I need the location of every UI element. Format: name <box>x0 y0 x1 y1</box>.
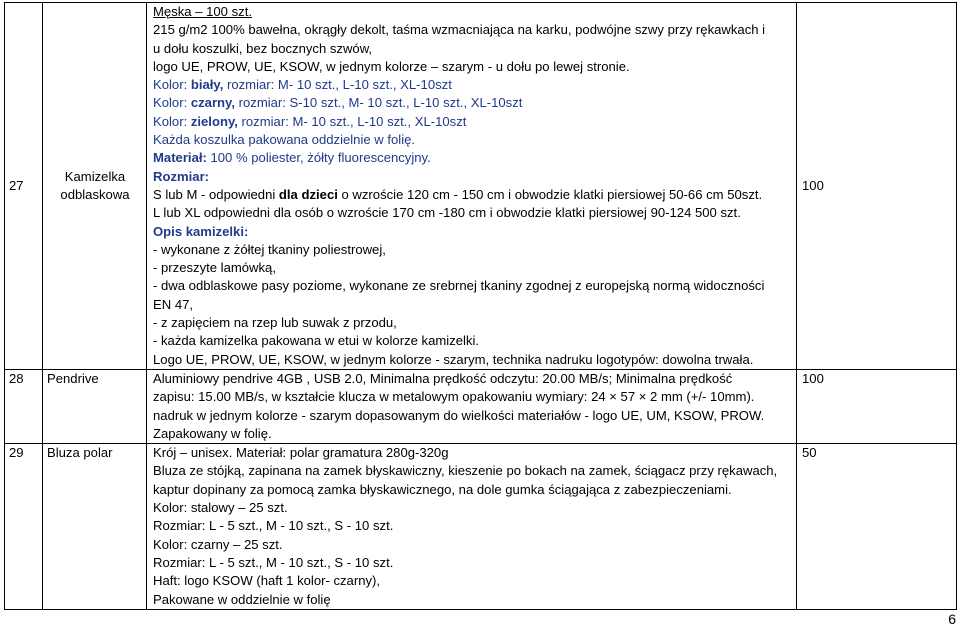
item-quantity: 100 <box>802 177 824 193</box>
description-text: zielony, <box>190 113 238 129</box>
description-line <box>153 407 793 425</box>
description-text: 100 % poliester, żółty fluorescencyjny. <box>210 150 431 166</box>
description-line <box>153 94 793 112</box>
item-name: Bluza polar <box>47 445 113 461</box>
description-text: Logo UE, PROW, UE, KSOW, w jednym kolorze - szarym, technika nadruku logotypów: dowolna trwała. <box>153 351 754 367</box>
description-text: rozmiar: M- 10 szt., L-10 szt., XL-10szt <box>223 77 452 93</box>
description-text: rozmiar: S-10 szt., M- 10 szt., L-10 szt., XL-10szt <box>235 95 523 111</box>
description-line <box>153 21 793 39</box>
description-text: czarny, <box>190 95 235 111</box>
description-line <box>153 425 793 443</box>
description-text: L lub XL odpowiedni dla osób o wzroście 170 cm -180 cm i obwodzie klatki piersiowej 90-124 500 szt. <box>153 205 741 221</box>
item-description-cell <box>147 369 797 443</box>
description-text: Każda koszulka pakowana oddzielnie w folię. <box>153 132 416 148</box>
item-description-cell <box>147 444 797 610</box>
item-number-cell <box>5 444 43 610</box>
item-quantity-cell <box>797 444 957 610</box>
description-text: Haft: logo KSOW (haft 1 kolor- czarny), <box>153 573 381 589</box>
description-line <box>153 499 793 517</box>
table-row <box>5 369 957 443</box>
table-row <box>5 444 957 610</box>
description-line <box>153 223 793 241</box>
description-text: Krój – unisex. Materiał: polar gramatura 280g-320g <box>153 445 449 461</box>
description-text: biały, <box>190 77 224 93</box>
description-text: Materiał: <box>153 150 211 166</box>
description-text: rozmiar: M- 10 szt., L-10 szt., XL-10szt <box>237 113 467 129</box>
description-text: Kolor: stalowy – 25 szt. <box>153 500 288 516</box>
description-text: Aluminiowy pendrive 4GB , USB 2.0, Minimalna prędkość odczytu: 20.00 MB/s; Minimalna prędkość <box>153 370 733 386</box>
description-line <box>153 131 793 149</box>
item-quantity-cell <box>797 3 957 370</box>
item-name-cell <box>43 3 147 370</box>
description-text: - dwa odblaskowe pasy poziome, wykonane ze srebrnej tkaniny zgodnej z europejską normą widoczności <box>153 278 765 294</box>
description-text: Kolor: <box>153 77 191 93</box>
description-text: - każda kamizelka pakowana w etui w kolorze kamizelki. <box>153 333 480 349</box>
description-line <box>153 332 793 350</box>
description-line <box>153 554 793 572</box>
description-text: 215 g/m2 100% bawełna, okrągły dekolt, taśma wzmacniająca na karku, podwójne szwy przy rękawkach i <box>153 22 766 38</box>
description-line <box>153 40 793 58</box>
description-text: - wykonane z żółtej tkaniny poliestrowej, <box>153 241 386 257</box>
item-name-cell <box>43 369 147 443</box>
description-line <box>153 277 793 295</box>
description-text: dla dzieci <box>278 186 338 202</box>
item-name-cell <box>43 444 147 610</box>
description-line <box>153 370 793 388</box>
description-text: Rozmiar: L - 5 szt., M - 10 szt., S - 10 szt. <box>153 518 394 534</box>
description-line <box>153 204 793 222</box>
table-body <box>5 3 957 610</box>
page-number: 6 <box>948 611 956 627</box>
description-line <box>153 296 793 314</box>
description-line <box>153 481 793 499</box>
description-line <box>153 149 793 167</box>
description-text: Kolor: czarny – 25 szt. <box>153 536 283 552</box>
description-line <box>153 58 793 76</box>
description-text: Rozmiar: <box>153 168 210 184</box>
order-spec-table <box>4 2 957 610</box>
item-name: Kamizelka odblaskowa <box>60 168 130 202</box>
description-text: Opis kamizelki: <box>153 223 249 239</box>
description-line <box>153 168 793 186</box>
description-line <box>153 259 793 277</box>
description-text: Bluza ze stójką, zapinana na zamek błyskawiczny, kieszenie po bokach na zamek, ściągacz przy rękawach, <box>153 463 778 479</box>
item-quantity: 100 <box>802 370 824 386</box>
description-line <box>153 3 793 21</box>
description-text: kaptur dopinany za pomocą zamka błyskawicznego, na dole gumka ściągająca z zabezpieczeniami. <box>153 481 732 497</box>
description-text: - z zapięciem na rzep lub suwak z przodu, <box>153 315 397 331</box>
description-line <box>153 351 793 369</box>
description-line <box>153 517 793 535</box>
item-description-cell <box>147 149 797 369</box>
description-line <box>153 186 793 204</box>
description-line <box>153 444 793 462</box>
item-name: Pendrive <box>47 370 99 386</box>
item-number: 29 <box>9 445 24 461</box>
table-row <box>5 3 957 150</box>
description-text: Kolor: <box>153 113 191 129</box>
description-text: logo UE, PROW, UE, KSOW, w jednym kolorze – szarym - u dołu po lewej stronie. <box>153 58 630 74</box>
item-description-cell <box>147 3 797 150</box>
description-text: Męska – 100 szt. <box>153 4 252 19</box>
description-text: zapisu: 15.00 MB/s, w kształcie klucza w metalowym opakowaniu wymiary: 24 × 57 × 2 mm (+/- 10mm). <box>153 389 755 405</box>
item-quantity: 50 <box>802 445 817 461</box>
description-text: o wzroście 120 cm - 150 cm i obwodzie klatki piersiowej 50-66 cm 50szt. <box>337 186 763 202</box>
item-number: 28 <box>9 370 24 386</box>
description-line <box>153 241 793 259</box>
item-number: 27 <box>9 177 24 193</box>
description-line <box>153 591 793 609</box>
description-text: S lub M - odpowiedni <box>153 186 279 202</box>
description-text: - przeszyte lamówką, <box>153 260 276 276</box>
description-text: Zapakowany w folię. <box>153 425 272 441</box>
item-number-cell <box>5 369 43 443</box>
description-text: Pakowane w oddzielnie w folię <box>153 591 331 607</box>
description-text: Rozmiar: L - 5 szt., M - 10 szt., S - 10 szt. <box>153 554 394 570</box>
description-line <box>153 314 793 332</box>
description-text: EN 47, <box>153 296 194 312</box>
description-line <box>153 113 793 131</box>
description-line <box>153 536 793 554</box>
description-line <box>153 462 793 480</box>
item-number-cell <box>5 3 43 370</box>
description-text: u dołu koszulki, bez bocznych szwów, <box>153 40 373 56</box>
description-line <box>153 76 793 94</box>
description-line <box>153 388 793 406</box>
description-text: Kolor: <box>153 95 191 111</box>
description-line <box>153 572 793 590</box>
item-quantity-cell <box>797 369 957 443</box>
description-text: nadruk w jednym kolorze - szarym dopasowanym do wielkości materiałów - logo UE, UM, KSOW, PROW. <box>153 407 765 423</box>
